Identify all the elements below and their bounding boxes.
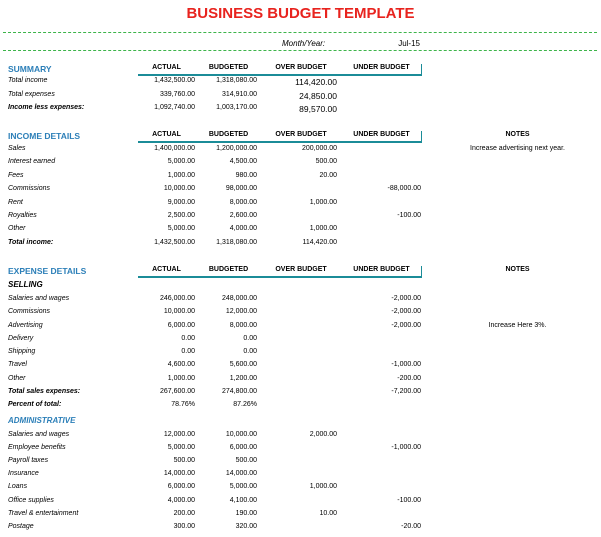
budgeted-cell[interactable]: 8,000.00 (229, 321, 257, 329)
actual-cell[interactable]: 5,000.00 (167, 158, 195, 166)
month-year-value[interactable]: Jul-15 (398, 39, 420, 48)
budgeted-cell[interactable]: 1,318,080.00 (216, 238, 257, 246)
row-label: Total income: (8, 238, 54, 246)
column-header-budgeted: BUDGETED (208, 131, 249, 138)
actual-cell[interactable]: 6,000.00 (167, 321, 195, 329)
column-header-under-budget: UNDER BUDGET (353, 64, 410, 71)
note-cell[interactable]: Increase Here 3%. (488, 321, 547, 329)
actual-cell[interactable]: 1,432,500.00 (154, 238, 195, 246)
actual-cell[interactable]: 300.00 (173, 522, 195, 530)
row-label: Loans (8, 483, 28, 491)
row-label: Rent (8, 198, 23, 206)
budgeted-cell[interactable]: 248,000.00 (221, 295, 257, 302)
over-budget-cell[interactable]: 200,000.00 (301, 145, 337, 152)
row-label: Shipping (8, 348, 36, 355)
budgeted-cell[interactable]: 4,100.00 (229, 496, 257, 504)
actual-cell[interactable]: 9,000.00 (167, 198, 195, 206)
under-budget-cell[interactable]: -2,000.00 (391, 295, 421, 302)
administrative-subheading: ADMINISTRATIVE (8, 416, 76, 425)
under-budget-cell[interactable]: -100.00 (397, 496, 421, 504)
budgeted-cell[interactable]: 274,800.00 (221, 387, 257, 395)
income-header-edge (421, 131, 422, 143)
row-label: Royalties (8, 212, 37, 219)
row-label: Salaries and wages (8, 431, 70, 438)
row-label: Advertising (8, 321, 43, 329)
column-header-under-budget: UNDER BUDGET (353, 131, 410, 138)
row-label: Travel & entertainment (8, 509, 79, 517)
actual-cell[interactable]: 339,760.00 (159, 90, 195, 98)
column-header-actual: ACTUAL (152, 64, 181, 71)
row-label: Total expenses (8, 90, 55, 98)
under-budget-cell[interactable]: -88,000.00 (387, 185, 421, 193)
budgeted-cell[interactable]: 14,000.00 (225, 470, 257, 478)
over-budget-cell[interactable]: 24,850.00 (299, 90, 337, 101)
over-budget-cell[interactable]: 89,570.00 (299, 104, 337, 114)
budgeted-cell[interactable]: 190.00 (235, 509, 257, 517)
actual-cell[interactable]: 267,600.00 (159, 387, 195, 395)
actual-cell[interactable]: 0.00 (181, 348, 195, 355)
actual-cell[interactable]: 1,400,000.00 (154, 145, 195, 152)
actual-cell[interactable]: 10,000.00 (163, 308, 195, 316)
column-header-actual: ACTUAL (152, 131, 181, 138)
page-title: BUSINESS BUDGET TEMPLATE (186, 5, 415, 22)
row-label: Fees (8, 171, 24, 179)
row-label: Travel (8, 361, 27, 369)
actual-cell[interactable]: 200.00 (173, 509, 195, 517)
budgeted-cell[interactable]: 12,000.00 (225, 308, 257, 316)
budgeted-cell[interactable]: 0.00 (243, 334, 257, 342)
row-label: Delivery (8, 334, 34, 342)
actual-cell[interactable]: 6,000.00 (167, 483, 195, 491)
row-label: Total income (8, 77, 48, 84)
month-year-label: Month/Year: (282, 39, 326, 48)
row-label: Payroll taxes (8, 457, 49, 465)
budgeted-cell[interactable]: 5,000.00 (229, 483, 257, 491)
under-budget-cell[interactable]: -7,200.00 (391, 387, 421, 395)
row-label: Income less expenses: (8, 104, 85, 111)
over-budget-cell[interactable]: 114,420.00 (302, 238, 337, 246)
actual-cell[interactable]: 1,092,740.00 (154, 104, 195, 111)
actual-cell[interactable]: 2,500.00 (167, 212, 195, 219)
row-label: Other (8, 374, 26, 382)
notes-header: NOTES (505, 266, 530, 273)
actual-cell[interactable]: 4,600.00 (167, 361, 195, 369)
expense-header-edge (421, 266, 422, 278)
over-budget-cell[interactable]: 500.00 (315, 158, 337, 166)
actual-cell[interactable]: 4,000.00 (167, 496, 195, 504)
budgeted-cell[interactable]: 98,000.00 (225, 185, 257, 193)
over-budget-cell[interactable]: 1,000.00 (309, 483, 337, 491)
budgeted-cell[interactable]: 6,000.00 (229, 444, 257, 452)
column-header-over-budget: OVER BUDGET (275, 64, 327, 71)
over-budget-cell[interactable]: 114,420.00 (295, 77, 337, 87)
actual-cell[interactable]: 10,000.00 (163, 185, 195, 193)
over-budget-cell[interactable]: 1,000.00 (309, 198, 337, 206)
column-header-over-budget: OVER BUDGET (275, 131, 327, 138)
under-budget-cell[interactable]: -1,000.00 (391, 444, 421, 452)
note-cell[interactable]: Increase advertising next year. (470, 145, 565, 152)
under-budget-cell[interactable]: -2,000.00 (391, 321, 421, 329)
actual-cell[interactable]: 14,000.00 (163, 470, 195, 478)
row-label: Commissions (8, 308, 51, 316)
budgeted-cell[interactable]: 5,600.00 (229, 361, 257, 369)
row-label: Insurance (8, 470, 39, 478)
actual-cell[interactable]: 78.76% (171, 401, 195, 408)
budgeted-cell[interactable]: 4,500.00 (229, 158, 257, 166)
over-budget-cell[interactable]: 20.00 (319, 171, 337, 179)
actual-cell[interactable]: 1,000.00 (167, 374, 195, 382)
actual-cell[interactable]: 5,000.00 (167, 444, 195, 452)
budgeted-cell[interactable]: 1,003,170.00 (216, 104, 257, 111)
budgeted-cell[interactable]: 2,600.00 (229, 212, 257, 219)
column-header-under-budget: UNDER BUDGET (353, 266, 410, 273)
budgeted-cell[interactable]: 4,000.00 (229, 225, 257, 233)
under-budget-cell[interactable]: -1,000.00 (391, 361, 421, 369)
income-heading: INCOME DETAILS (8, 131, 81, 141)
actual-cell[interactable]: 246,000.00 (159, 295, 195, 302)
row-label: Employee benefits (8, 444, 66, 452)
actual-cell[interactable]: 1,000.00 (167, 171, 195, 179)
row-label: Total sales expenses: (8, 387, 81, 395)
actual-cell[interactable]: 0.00 (181, 334, 195, 342)
over-budget-cell[interactable]: 2,000.00 (309, 431, 337, 438)
actual-cell[interactable]: 500.00 (173, 457, 195, 465)
selling-subheading: SELLING (8, 280, 43, 289)
row-label: Office supplies (8, 496, 54, 504)
row-label: Other (8, 225, 26, 233)
over-budget-cell[interactable]: 10.00 (319, 509, 337, 517)
top-dashed-divider (3, 32, 597, 33)
under-budget-cell[interactable]: -20.00 (401, 522, 421, 530)
column-header-budgeted: BUDGETED (208, 266, 249, 273)
budgeted-cell[interactable]: 320.00 (235, 522, 257, 530)
budgeted-cell[interactable]: 1,200,000.00 (216, 145, 257, 152)
row-label: Percent of total: (8, 401, 62, 408)
over-budget-cell[interactable]: 1,000.00 (309, 225, 337, 233)
notes-header: NOTES (505, 131, 530, 138)
budgeted-cell[interactable]: 314,910.00 (221, 90, 257, 98)
actual-cell[interactable]: 12,000.00 (163, 431, 195, 438)
budgeted-cell[interactable]: 87.26% (233, 401, 257, 408)
row-label: Postage (8, 522, 34, 530)
expense-header-rule (138, 276, 421, 278)
row-label: Commissions (8, 185, 51, 193)
summary-header-edge (421, 64, 422, 76)
actual-cell[interactable]: 1,432,500.00 (154, 77, 195, 84)
budgeted-cell[interactable]: 10,000.00 (225, 431, 257, 438)
row-label: Salaries and wages (8, 295, 70, 302)
income-header-rule (138, 141, 421, 143)
budgeted-cell[interactable]: 0.00 (243, 348, 257, 355)
row-label: Sales (8, 145, 26, 152)
summary-heading: SUMMARY (8, 64, 52, 74)
budgeted-cell[interactable]: 8,000.00 (229, 198, 257, 206)
column-header-over-budget: OVER BUDGET (275, 266, 327, 273)
month-dashed-divider (3, 50, 597, 51)
summary-header-rule (138, 74, 421, 76)
expense-heading: EXPENSE DETAILS (8, 266, 87, 276)
budgeted-cell[interactable]: 1,318,080.00 (216, 77, 257, 84)
under-budget-cell[interactable]: -200.00 (397, 374, 421, 382)
budgeted-cell[interactable]: 500.00 (235, 457, 257, 465)
column-header-actual: ACTUAL (152, 266, 181, 273)
column-header-budgeted: BUDGETED (208, 64, 249, 71)
budgeted-cell[interactable]: 980.00 (235, 171, 257, 179)
under-budget-cell[interactable]: -100.00 (397, 212, 421, 219)
row-label: Interest earned (8, 158, 56, 166)
under-budget-cell[interactable]: -2,000.00 (391, 308, 421, 316)
budgeted-cell[interactable]: 1,200.00 (229, 374, 257, 382)
actual-cell[interactable]: 5,000.00 (167, 225, 195, 233)
